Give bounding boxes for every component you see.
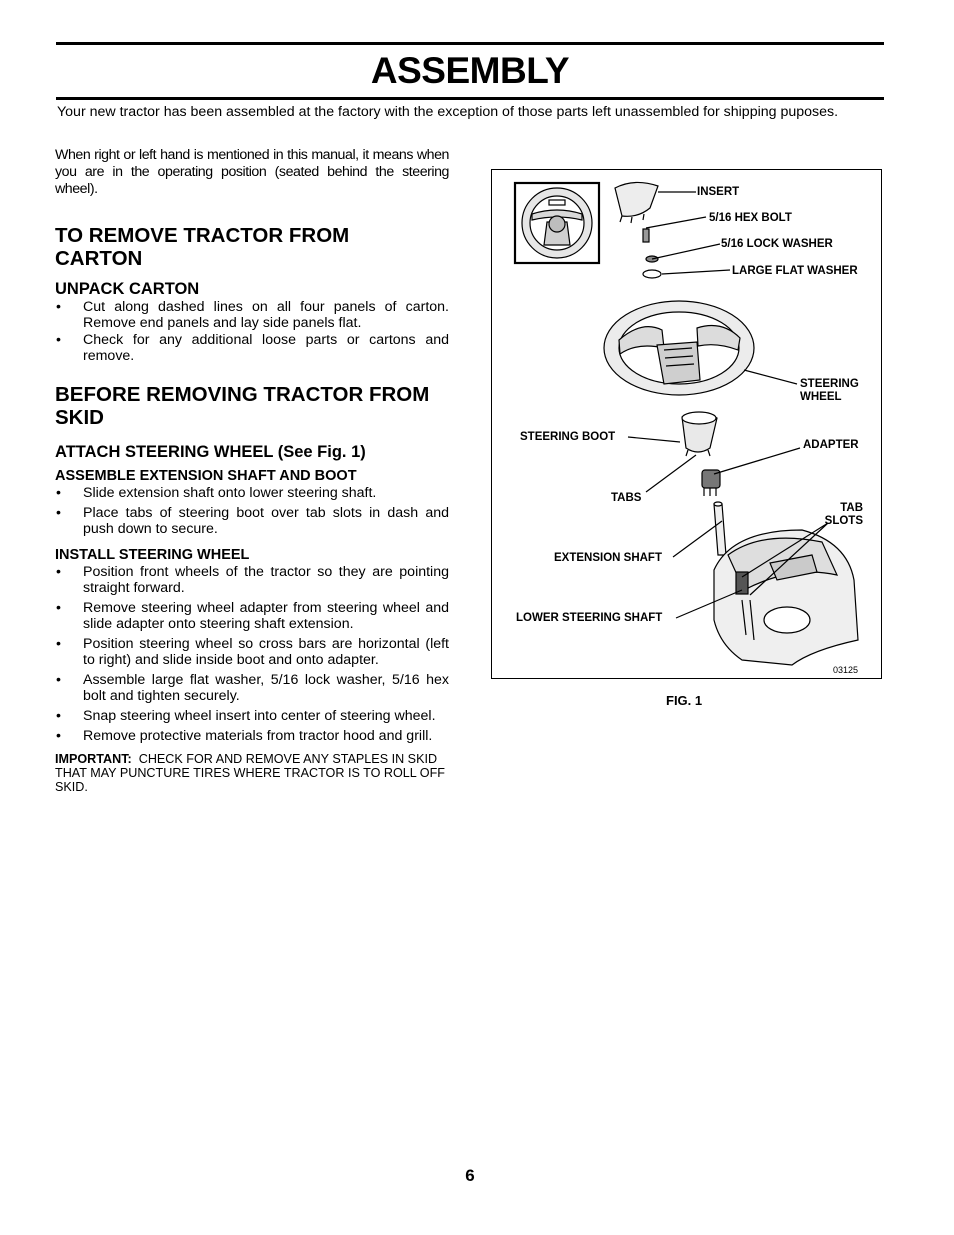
list-item: • Slide extension shaft onto lower steering shaft.: [56, 485, 377, 501]
important-text: CHECK FOR AND REMOVE ANY STAPLES IN SKID THAT MAY PUNCTURE TIRES WHERE TRACTOR IS TO ROLL OFF SKID.: [55, 752, 445, 794]
page-title: ASSEMBLY: [370, 50, 570, 91]
left-column: [55, 147, 449, 794]
list-item: • Remove protective materials from tractor hood and grill.: [56, 728, 433, 744]
intro-paragraph: Your new tractor has been assembled at the factory with the exception of those parts left unassembled for shipping puposes.: [57, 104, 839, 120]
hand-note: When right or left hand is mentioned in this manual, it means when you are in the operating position (seated behind the steering wheel).: [55, 147, 449, 197]
label-insert: INSERT: [697, 186, 740, 198]
unpack-list: [55, 299, 449, 364]
install-list: [55, 564, 449, 744]
label-lower-steering-shaft: LOWER STEERING SHAFT: [516, 612, 663, 624]
label-tabs: TABS: [611, 492, 642, 504]
assemble-extension-title: ASSEMBLE EXTENSION SHAFT AND BOOT: [55, 468, 357, 484]
list-item: • Assemble large flat washer, 5/16 lock washer, 5/16 hex bolt and tighten securely.: [56, 672, 449, 704]
section2-title-line2: SKID: [55, 406, 104, 429]
label-adapter: ADAPTER: [803, 439, 859, 451]
label-extension-shaft: EXTENSION SHAFT: [554, 552, 662, 564]
list-item: • Position steering wheel so cross bars are horizontal (left to right) and slide inside boot and onto adapter.: [56, 636, 449, 668]
header-rule-top: [56, 42, 884, 45]
page-number: 6: [465, 1166, 475, 1185]
figure-caption: FIG. 1: [666, 693, 703, 708]
install-steering-wheel-title: INSTALL STEERING WHEEL: [55, 547, 250, 563]
label-lock-washer: 5/16 LOCK WASHER: [721, 238, 833, 250]
list-item: • Remove steering wheel adapter from steering wheel and slide adapter onto steering shaft extension.: [56, 600, 449, 632]
extension-list: [55, 485, 449, 537]
list-item: • Place tabs of steering boot over tab slots in dash and push down to secure.: [56, 505, 449, 537]
label-hex-bolt: 5/16 HEX BOLT: [709, 212, 792, 224]
section-remove-from-carton-title: [55, 224, 449, 270]
list-item: • Check for any additional loose parts or cartons and remove.: [56, 332, 449, 364]
section2-title-line1: BEFORE REMOVING TRACTOR FROM: [55, 383, 430, 406]
section1-title-line1: TO REMOVE TRACTOR FROM: [55, 224, 350, 247]
list-item: • Snap steering wheel insert into center of steering wheel.: [56, 708, 436, 724]
unpack-carton-title: UNPACK CARTON: [55, 280, 200, 298]
list-item: • Cut along dashed lines on all four panels of carton. Remove end panels and lay side panels flat.: [56, 299, 449, 331]
important-label: IMPORTANT:: [55, 752, 132, 766]
label-tab-slots: TAB SLOTS: [824, 502, 863, 527]
drawing-number: 03125: [833, 665, 859, 675]
header-rule-bottom: [56, 97, 884, 100]
figure-1-box: [491, 169, 882, 679]
label-steering-wheel: STEERING WHEEL: [800, 378, 859, 403]
label-steering-boot: STEERING BOOT: [520, 431, 616, 443]
section-before-removing-title: [55, 383, 449, 429]
attach-steering-wheel-title: ATTACH STEERING WHEEL (See Fig. 1): [55, 443, 366, 461]
list-item: • Position front wheels of the tractor so they are pointing straight forward.: [56, 564, 449, 596]
important-note: [55, 752, 449, 794]
label-large-flat-washer: LARGE FLAT WASHER: [732, 265, 858, 277]
section1-title-line2: CARTON: [55, 247, 143, 270]
